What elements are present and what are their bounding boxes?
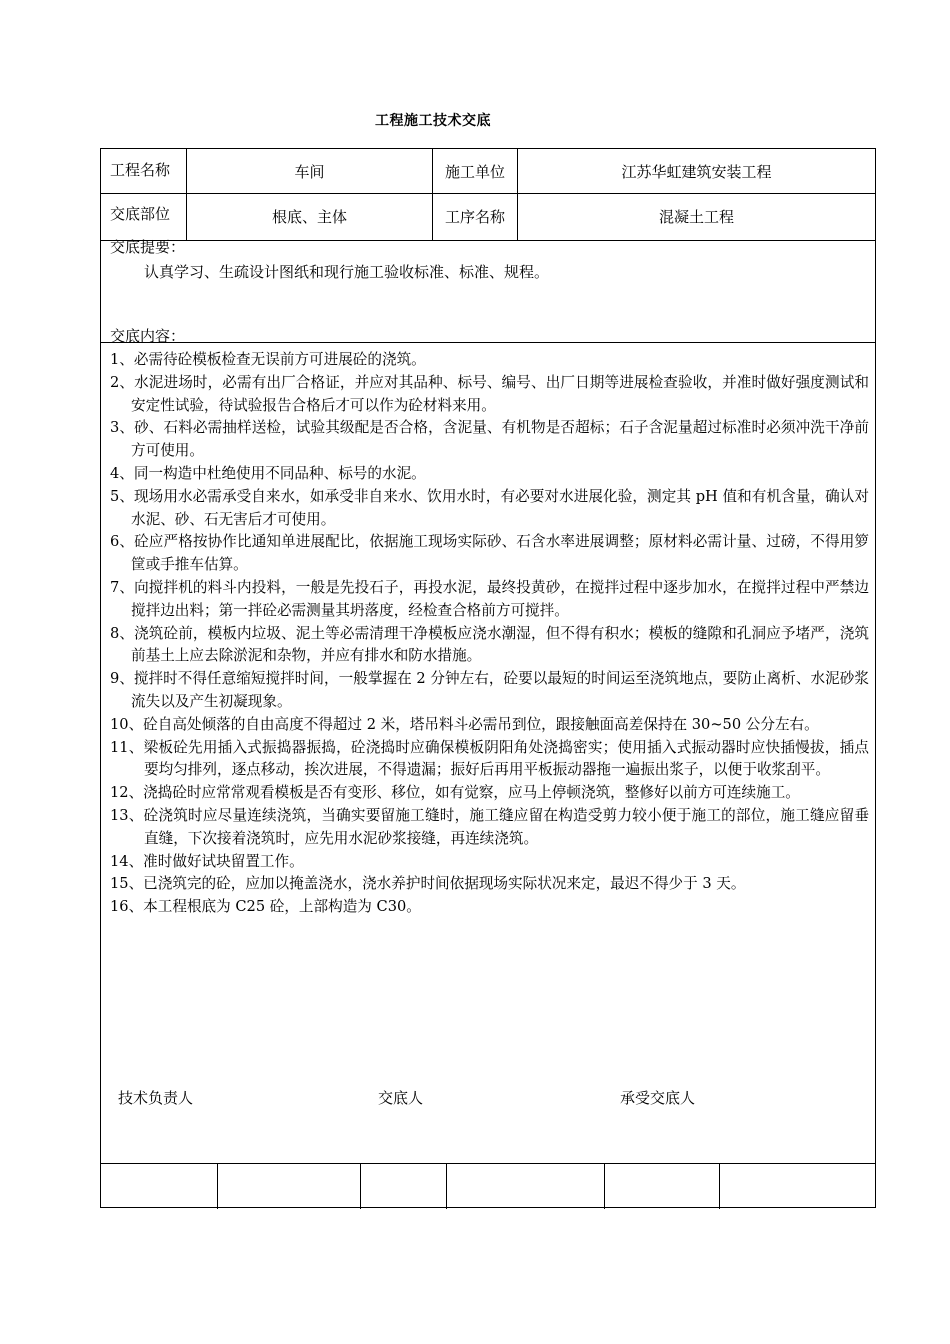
list-item: 2、水泥进场时，必需有出厂合格证，并应对其品种、标号、编号、出厂日期等进展检查验收，并准时做好强度测试和安定性试验，待试验报告合格后才可以作为砼材料来用。 — [110, 373, 869, 414]
list-item: 3、砂、石料必需抽样送检，试验其级配是否合格，含泥量、有机物是否超标；石子含泥量超过标准时必须冲洗干净前方可使用。 — [110, 419, 869, 460]
disclosure-table — [100, 148, 876, 1208]
project-name-value: 车间 — [187, 149, 433, 193]
list-item: 1、必需待砼模板检查无误前方可进展砼的浇筑。 — [110, 351, 426, 368]
tips-text: 认真学习、生疏设计图纸和现行施工验收标准、标准、规程。 — [144, 263, 550, 281]
list-item: 5、现场用水必需承受自来水，如承受非自来水、饮用水时，有必要对水进展化验，测定其 pH 值和有机含量，确认对水泥、砂、石无害后才可使用。 — [110, 487, 869, 528]
header-row-1 — [101, 149, 875, 194]
construction-unit-label: 施工单位 — [433, 149, 518, 193]
process-name-label: 工序名称 — [433, 193, 518, 240]
list-item: 13、砼浇筑时应尽量连续浇筑，当确实要留施工缝时，施工缝应留在构造受剪力较小便于施工的部位，施工缝应留垂直缝，下次接着浇筑时，应先用水泥砂浆接缝，再连续浇筑。 — [110, 806, 869, 847]
list-item: 14、准时做好试块留置工作。 — [110, 852, 304, 870]
construction-unit-value: 江苏华虹建筑安装工程 — [621, 162, 772, 181]
list-item: 6、砼应严格按协作比通知单进展配比，依据施工现场实际砂、石含水率进展调整；原材料必需计量、过磅，不得用箩筐或手推车估算。 — [110, 533, 869, 574]
tech-lead-label: 技术负责人 — [118, 1089, 194, 1107]
list-item: 9、搅拌时不得任意缩短搅拌时间，一般掌握在 2 分钟左右，砼要以最短的时间运至浇筑地点，要防止离析、水泥砂浆流失以及产生初凝现象。 — [110, 670, 869, 710]
list-item: 10、砼自高处倾落的自由高度不得超过 2 米，塔吊料斗必需吊到位，跟接触面高差保持在 30~50 公分左右。 — [110, 715, 819, 733]
presenter-label: 交底人 — [378, 1089, 424, 1107]
project-name-label: 工程名称 — [101, 149, 187, 193]
signature-cells-row — [101, 1163, 875, 1209]
content-divider — [101, 342, 875, 343]
receiver-label: 承受交底人 — [620, 1089, 696, 1107]
content-label: 交底内容： — [110, 327, 186, 345]
list-item: 11、梁板砼先用插入式振捣器振捣，砼浇捣时应确保模板阴阳角处浇捣密实；使用插入式振动器时应快插慢拔，插点要均匀排列，逐点移动，挨次进展，不得遗漏；振好后再用平板振动器拖一遍振出浆子，以便于收浆刮平。 — [110, 738, 869, 779]
list-item: 12、浇捣砼时应常常观看模板是否有变形、移位，如有觉察，应马上停顿浇筑，整修好以前方可连续施工。 — [110, 784, 800, 802]
signature-cell — [605, 1164, 720, 1209]
list-item: 16、本工程根底为 C25 砼，上部构造为 C30。 — [110, 898, 421, 916]
signature-cell — [218, 1164, 361, 1209]
signature-cell — [101, 1164, 218, 1209]
tips-label: 交底提要： — [110, 238, 186, 256]
header-row-2 — [101, 193, 875, 241]
process-name-value: 混凝土工程 — [658, 208, 734, 226]
content-list — [110, 349, 869, 919]
list-item: 7、向搅拌机的料斗内投料，一般是先投石子，再投水泥，最终投黄砂，在搅拌过程中逐步加水，在搅拌过程中严禁边搅拌边出料；第一拌砼必需测量其坍落度，经检查合格前方可搅拌。 — [110, 578, 869, 619]
signature-cell — [447, 1164, 605, 1209]
list-item: 4、同一构造中杜绝使用不同品种、标号的水泥。 — [110, 464, 426, 482]
disclosure-part-label: 交底部位 — [101, 193, 187, 240]
signature-cell — [361, 1164, 447, 1209]
list-item: 8、浇筑砼前，模板内垃圾、泥土等必需清理干净模板应浇水潮湿，但不得有积水；模板的缝隙和孔洞应予堵严，浇筑前基土上应去除淤泥和杂物，并应有排水和防水措施。 — [110, 624, 869, 665]
document-title: 工程施工技术交底 — [375, 113, 491, 129]
list-item: 15、已浇筑完的砼，应加以掩盖浇水，浇水养护时间依据现场实际状况来定，最迟不得少于 3 天。 — [110, 875, 746, 893]
disclosure-part-value: 根底、主体 — [187, 193, 433, 240]
